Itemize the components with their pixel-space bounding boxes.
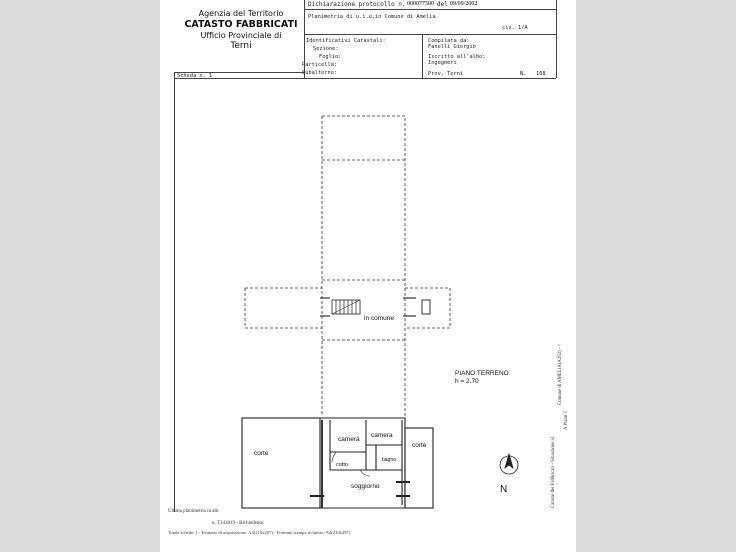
agency-line2: CATASTO FABBRICATI [184,19,298,30]
agency-line3: Ufficio Provinciale di [200,31,282,40]
iscritto-label: Iscritto all'albo: [428,54,486,60]
room-corte-left: corte [254,450,269,457]
number-label: N. [520,71,527,77]
room-corte-right: corte [412,442,427,449]
room-camera-1: camera [338,436,360,443]
footer-line3: Totale schede: 1 - Formato di acquisizione: A4(210x297) - Formato stampa richiesto: A4(210x297) [168,530,351,535]
side-line3: A Piano T [564,410,569,430]
cadastral-title: Identificativi Catastali: [306,38,386,44]
room-bagno: bagno [382,457,396,463]
floor-plan-drawing [160,0,576,552]
cadastral-foglio: Foglio: [319,54,342,60]
number-value: 168 [536,71,546,77]
iscritto-value: Ingegneri [428,60,457,66]
compilata-label: Compilata da: [428,38,470,44]
cadastral-particella: Particella: [302,62,338,68]
protocol-date: 09/09/2002 [450,1,478,7]
compilata-name: Fanelli Giorgio [428,44,476,50]
side-line2: Comune di AMELIA(A262) - < [558,343,563,405]
height-label: h = 2.70 [455,378,479,385]
protocol-label: Dichiarazione protocollo n. [308,1,406,8]
planimetry-line: Planimetria di u.i.u.in Comune di Amelia [308,14,436,20]
scheda-label: Scheda n. 1 [177,73,213,79]
footer-line2: n. T343819 - Richiedente: [212,521,265,526]
in-comune-label: in comune [364,315,394,322]
side-line1: Catasto dei Fabbricati - Situazione al [551,436,556,508]
protocol-date-label: del [437,1,448,8]
agency-line1: Agenzia del Territorio [198,9,284,18]
room-cotto: cotto [336,462,348,468]
protocol-number: 000077500 [407,1,434,7]
agency-line4: Terni [230,41,252,51]
north-arrow-icon [500,454,518,474]
address-suffix: civ. 1/A [502,25,528,31]
cadastral-sheet [160,0,576,552]
north-label: N [500,484,508,495]
room-soggiorno: soggiorno [351,483,380,490]
cadastral-sezione: Sezione: [313,46,339,52]
footer-line1: Ultima planimetria in atti [168,509,219,514]
cadastral-subalterno: Subalterno: [302,70,338,76]
prov-label: Prov. Terni [428,71,464,77]
piano-label: PIANO TERRENO [455,370,509,377]
room-camera-2: camera [371,432,393,439]
